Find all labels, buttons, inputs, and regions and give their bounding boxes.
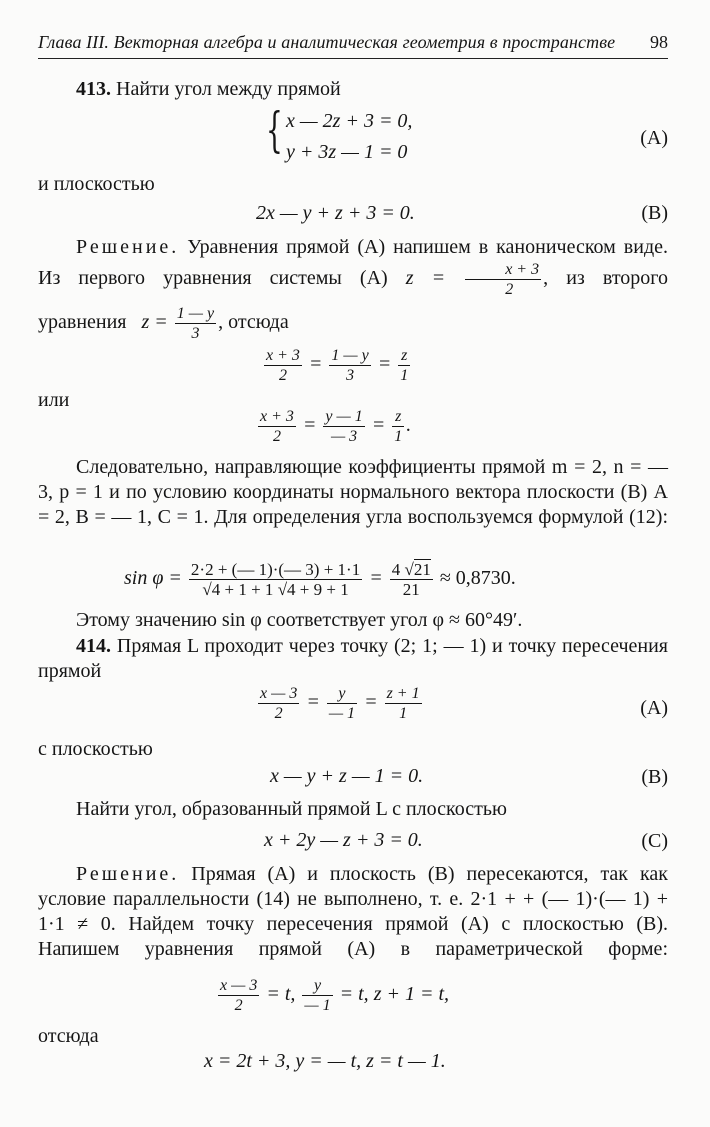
problem-text: Прямая L проходит через точку (2; 1; — 1) и точку пересечения прямой bbox=[38, 635, 668, 682]
plane-c-equation: x + 2y — z + 3 = 0. bbox=[264, 829, 423, 851]
find-angle-text: Найти угол, образованный прямой L с плоскостью bbox=[76, 798, 507, 820]
system-equation-2: y + 3z — 1 = 0 bbox=[286, 141, 408, 163]
problem-text: Найти угол между прямой bbox=[116, 78, 341, 100]
problem-414-intro bbox=[38, 634, 668, 684]
line-a-canonical: $\frac{x — 3}{2}$ = $\frac{y}{— 1}$ = $\frac{z + 1}{1}$ bbox=[260, 685, 420, 722]
fraction: $\frac{1 — y}{3}$ bbox=[176, 305, 215, 342]
equation-label-a-414: (A) bbox=[640, 697, 668, 719]
solution-paragraph-1 bbox=[38, 235, 668, 299]
solution-414-paragraph bbox=[38, 862, 668, 962]
page-number: 98 bbox=[650, 32, 668, 52]
canonical-equation-2: $\frac{x + 3}{2}$ = $\frac{y — 1}{— 3}$ = $\frac{z}{1}$ . bbox=[260, 408, 412, 445]
plane-equation-b: 2x — y + z + 3 = 0. bbox=[256, 202, 415, 224]
plane-b-equation: x — y + z — 1 = 0. bbox=[270, 765, 424, 787]
equation-label-b: (B) bbox=[641, 202, 668, 224]
solution-text-cont: , из второго bbox=[543, 267, 668, 290]
angle-result: Этому значению sin φ соответствует угол φ ≈ 60°49′. bbox=[76, 609, 523, 631]
hence-text: отсюда bbox=[38, 1025, 99, 1047]
or-text: или bbox=[38, 389, 70, 411]
z-definition-lhs: z = bbox=[405, 267, 446, 290]
solution-text: Уравнения прямой (A) напишем в каноническом виде. Из первого уравнения системы (A) bbox=[38, 236, 668, 290]
equation-label-c: (C) bbox=[641, 830, 668, 852]
sine-formula: sin φ = $\frac{2\cdot 2 + (— 1)\cdot(— 3) + 1\cdot 1}{√4 + 1 + 1 √4 + 9 + 1}$ = $\frac{4 √21}{21}$ ≈ 0,8730. bbox=[124, 560, 516, 599]
final-parametric-equations: x = 2t + 3, y = — t, z = t — 1. bbox=[204, 1050, 446, 1072]
problem-413-intro bbox=[76, 77, 676, 102]
solution-text: Прямая (A) и плоскость (B) пересекаются, так как условие параллельности (14) не выполнено, т. е. 2·1 + + (— 1)·(— 1) + 1·1 ≠ 0. Найдем точку пересечения прямой (A) с плоскостью (B). Напишем уравнения прямой (A) в параметрической форме: bbox=[38, 863, 669, 960]
problem-number: 414. bbox=[76, 635, 111, 657]
solution-line-2: уравнения z = $\frac{1 — y}{3}$ , отсюда bbox=[38, 305, 289, 342]
direction-coefficients-paragraph: Следовательно, направляющие коэффициенты прямой m = 2, n = — 3, p = 1 и по условию координаты нормального вектора плоскости (B) A = 2, B = — 1, C = 1. Для определения угла воспользуемся формулой (12): bbox=[38, 456, 668, 528]
with-plane-text: с плоскостью bbox=[38, 738, 153, 760]
solution-label: Решение. bbox=[76, 236, 180, 258]
canonical-equation-1: $\frac{x + 3}{2}$ = $\frac{1 — y}{3}$ = $\frac{z}{1}$ bbox=[266, 347, 409, 384]
equation-label-b-414: (B) bbox=[641, 766, 668, 788]
chapter-title: Глава III. Векторная алгебра и аналитическая геометрия в пространстве bbox=[38, 32, 616, 52]
system-equation-1: x — 2z + 3 = 0, bbox=[286, 110, 413, 132]
solution-label: Решение. bbox=[76, 863, 180, 885]
problem-number: 413. bbox=[76, 78, 111, 100]
running-header bbox=[38, 28, 668, 59]
equation-label-a: (A) bbox=[640, 127, 668, 149]
fraction: $\frac{x + 3}{2}$ bbox=[465, 260, 541, 299]
system-brace: { bbox=[266, 102, 283, 158]
and-plane-text: и плоскостью bbox=[38, 173, 155, 195]
parametric-form: $\frac{x — 3}{2}$ = t, $\frac{y}{— 1}$ = t, z + 1 = t, bbox=[220, 977, 450, 1014]
